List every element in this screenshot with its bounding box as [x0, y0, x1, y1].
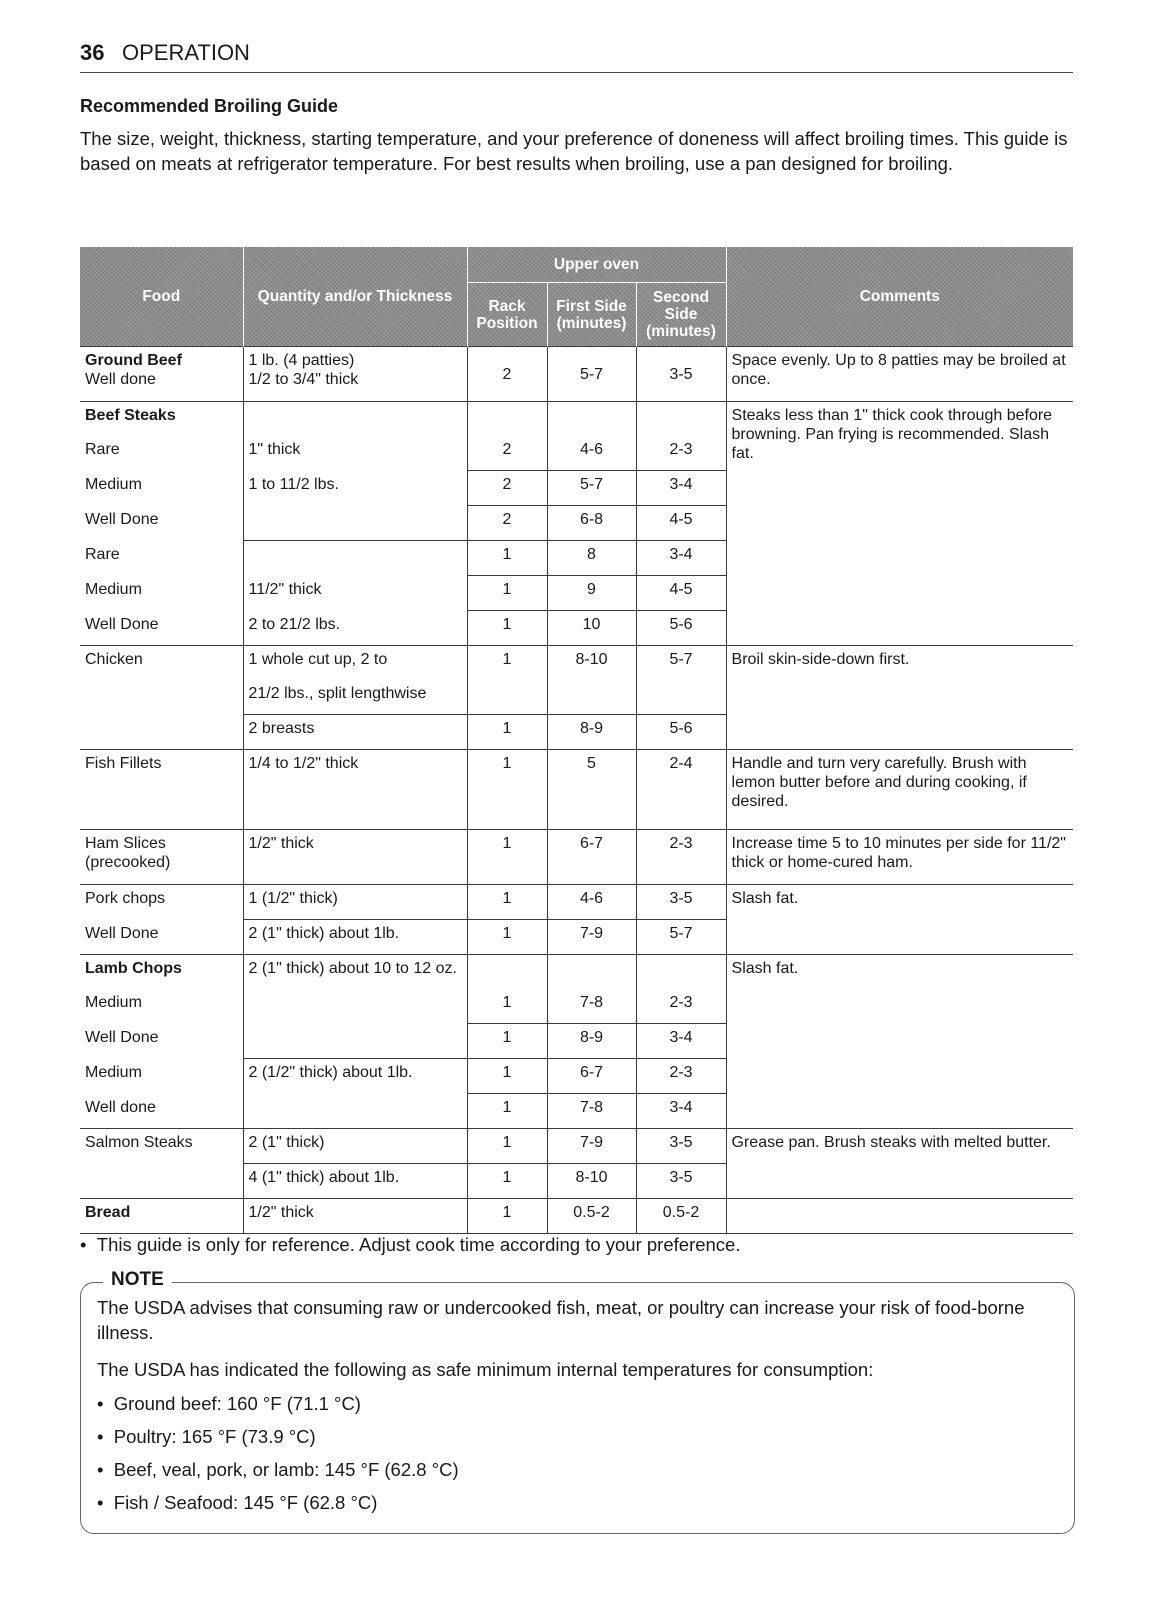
food-cell: Medium: [80, 576, 243, 611]
table-row: [80, 402, 1073, 437]
food-cell: Ham Slices (precooked): [80, 830, 243, 885]
rack-cell: 1: [467, 1164, 547, 1199]
second-side-cell: 3-4: [636, 1094, 726, 1129]
second-side-cell: 3-5: [636, 347, 726, 402]
first-side-cell: 6-7: [547, 830, 636, 885]
rack-cell: 1: [467, 1129, 547, 1164]
table-row: [80, 830, 1073, 885]
first-side-cell: 6-7: [547, 1059, 636, 1094]
rack-cell: 1: [467, 1094, 547, 1129]
first-side-cell: 0.5-2: [547, 1199, 636, 1234]
first-side-cell: 5-7: [547, 471, 636, 506]
food-cell: Medium: [80, 989, 243, 1024]
comment-cell: Steaks less than 1" thick cook through before browning. Pan frying is recommended. Slash fat.: [726, 402, 1073, 646]
header-second-side: Second Side (minutes): [636, 283, 726, 347]
bullet-dot: •: [80, 1234, 97, 1255]
list-item-text: Beef, veal, pork, or lamb: 145 °F (62.8 °C): [113, 1459, 459, 1480]
note-list-item: • Poultry: 165 °F (73.9 °C): [97, 1426, 316, 1447]
comment-cell: Handle and turn very carefully. Brush with lemon butter before and during cooking, if desired.: [726, 750, 1073, 830]
list-item-text: Fish / Seafood: 145 °F (62.8 °C): [113, 1492, 378, 1513]
quantity-cell: 11/2" thick: [243, 576, 467, 611]
rack-cell: 2: [467, 506, 547, 541]
quantity-cell: 1 whole cut up, 2 to: [243, 646, 467, 681]
quantity-cell: 2 (1" thick) about 1lb.: [243, 920, 467, 955]
food-cell: Chicken: [80, 646, 243, 750]
rack-cell: 1: [467, 750, 547, 830]
quantity-cell: 2 to 21/2 lbs.: [243, 611, 467, 646]
bullet-text: This guide is only for reference. Adjust cook time according to your preference.: [96, 1234, 741, 1255]
broiling-guide-table: [80, 247, 1073, 1234]
rack-cell: 1: [467, 885, 547, 920]
rack-cell: 1: [467, 830, 547, 885]
quantity-cell: 21/2 lbs., split lengthwise: [243, 680, 467, 715]
first-side-cell: 7-9: [547, 1129, 636, 1164]
food-cell: Well Done: [80, 611, 243, 646]
header-rack: Rack Position: [467, 283, 547, 347]
second-side-cell: 3-4: [636, 471, 726, 506]
note-box: [80, 1269, 1075, 1534]
second-side-cell: 5-7: [636, 920, 726, 955]
second-side-cell: 2-3: [636, 1059, 726, 1094]
intro-paragraph: The size, weight, thickness, starting temperature, and your preference of doneness will affect broiling times. This guide is based on meats at refrigerator temperature. For best results when broiling, use a pan designed for broiling.: [80, 128, 1068, 174]
first-side-cell: 4-6: [547, 885, 636, 920]
first-side-cell: 5-7: [547, 347, 636, 402]
quantity-cell: 2 (1/2" thick) about 1lb.: [243, 1059, 467, 1094]
note-paragraph: The USDA has indicated the following as safe minimum internal temperatures for consumption:: [97, 1359, 874, 1380]
comment-cell: Broil skin-side-down first.: [726, 646, 1073, 750]
second-side-cell: 4-5: [636, 506, 726, 541]
second-side-cell: 2-3: [636, 830, 726, 885]
food-cell: Fish Fillets: [80, 750, 243, 830]
rack-cell: 1: [467, 1024, 547, 1059]
rack-cell: 1: [467, 541, 547, 576]
quantity-cell: 1 lb. (4 patties): [248, 352, 355, 369]
food-sub-cell: Well done: [85, 371, 156, 388]
table-row: [80, 750, 1073, 830]
second-side-cell: 3-5: [636, 1129, 726, 1164]
second-side-cell: 2-3: [636, 436, 726, 471]
rack-cell: 2: [467, 436, 547, 471]
note-label: NOTE: [103, 1269, 172, 1291]
rack-cell: 2: [467, 347, 547, 402]
rack-cell: 1: [467, 1059, 547, 1094]
first-side-cell: 4-6: [547, 436, 636, 471]
food-cell: Medium: [80, 471, 243, 506]
quantity-cell: 2 breasts: [243, 715, 467, 750]
food-cell: Rare: [80, 541, 243, 576]
rack-cell: 2: [467, 471, 547, 506]
food-cell: Well Done: [80, 506, 243, 541]
table-row: [80, 885, 1073, 920]
second-side-cell: 5-6: [636, 715, 726, 750]
first-side-cell: 5: [547, 750, 636, 830]
table-row: [80, 347, 1073, 402]
food-cell: Ground Beef: [85, 352, 182, 369]
first-side-cell: 10: [547, 611, 636, 646]
rack-cell: 1: [467, 1199, 547, 1234]
second-side-cell: 0.5-2: [636, 1199, 726, 1234]
rack-cell: 1: [467, 920, 547, 955]
rack-cell: 1: [467, 646, 547, 681]
page-number: 36: [80, 40, 105, 65]
first-side-cell: 7-8: [547, 989, 636, 1024]
rack-cell: 1: [467, 576, 547, 611]
second-side-cell: 5-6: [636, 611, 726, 646]
second-side-cell: 3-5: [636, 885, 726, 920]
header-quantity: Quantity and/or Thickness: [243, 247, 467, 347]
second-side-cell: 4-5: [636, 576, 726, 611]
quantity-cell: 2 (1" thick): [243, 1129, 467, 1164]
food-cell: Lamb Chops: [80, 955, 243, 990]
food-cell: Bread: [80, 1199, 243, 1234]
second-side-cell: 3-4: [636, 541, 726, 576]
comment-cell: Increase time 5 to 10 minutes per side for 11/2" thick or home-cured ham.: [726, 830, 1073, 885]
second-side-cell: 3-4: [636, 1024, 726, 1059]
first-side-cell: 8-10: [547, 1164, 636, 1199]
comment-cell: Slash fat.: [726, 955, 1073, 1129]
rack-cell: 1: [467, 989, 547, 1024]
quantity-cell: 1/4 to 1/2" thick: [243, 750, 467, 830]
food-cell: Well Done: [80, 920, 243, 955]
table-row: [80, 955, 1073, 990]
note-list-item: • Beef, veal, pork, or lamb: 145 °F (62.8 °C): [97, 1459, 459, 1480]
note-list-item: • Fish / Seafood: 145 °F (62.8 °C): [97, 1492, 378, 1513]
first-side-cell: 6-8: [547, 506, 636, 541]
second-side-cell: 5-7: [636, 646, 726, 681]
comment-cell: Space evenly. Up to 8 patties may be broiled at once.: [726, 347, 1073, 402]
comment-cell: Slash fat.: [726, 885, 1073, 955]
table-row: [80, 1199, 1073, 1234]
first-side-cell: 8: [547, 541, 636, 576]
quantity-cell: 1 to 11/2 lbs.: [243, 471, 467, 506]
first-side-cell: 7-9: [547, 920, 636, 955]
food-cell: Pork chops: [80, 885, 243, 920]
table-row: [80, 1129, 1073, 1164]
food-cell: Salmon Steaks: [80, 1129, 243, 1199]
list-item-text: Ground beef: 160 °F (71.1 °C): [113, 1393, 361, 1414]
first-side-cell: 8-10: [547, 646, 636, 681]
first-side-cell: 7-8: [547, 1094, 636, 1129]
food-cell: Rare: [80, 436, 243, 471]
quantity-cell: 1/2" thick: [243, 1199, 467, 1234]
comment-cell: Grease pan. Brush steaks with melted butter.: [726, 1129, 1073, 1199]
header-upper-oven: Upper oven: [467, 247, 726, 283]
rack-cell: 1: [467, 611, 547, 646]
quantity-cell: 1" thick: [243, 436, 467, 471]
page-header: [80, 38, 1073, 73]
second-side-cell: 2-4: [636, 750, 726, 830]
quantity-cell: 1/2" thick: [243, 830, 467, 885]
note-list-item: • Ground beef: 160 °F (71.1 °C): [97, 1393, 361, 1414]
rack-cell: 1: [467, 715, 547, 750]
food-cell: Well Done: [80, 1024, 243, 1059]
list-item-text: Poultry: 165 °F (73.9 °C): [113, 1426, 316, 1447]
note-paragraph: The USDA advises that consuming raw or undercooked fish, meat, or poultry can increase your risk of food-borne illness.: [97, 1297, 1025, 1343]
quantity-cell: 1 (1/2" thick): [243, 885, 467, 920]
quantity-cell: 2 (1" thick) about 10 to 12 oz.: [243, 955, 467, 1059]
second-side-cell: 3-5: [636, 1164, 726, 1199]
reference-bullet: [80, 1234, 740, 1256]
food-cell: Beef Steaks: [80, 402, 243, 437]
food-cell: Well done: [80, 1094, 243, 1129]
first-side-cell: 8-9: [547, 715, 636, 750]
header-first-side: First Side (minutes): [547, 283, 636, 347]
quantity-cell: 1/2 to 3/4" thick: [248, 371, 359, 388]
second-side-cell: 2-3: [636, 989, 726, 1024]
header-food: Food: [80, 247, 243, 347]
quantity-cell: 4 (1" thick) about 1lb.: [243, 1164, 467, 1199]
section-title: OPERATION: [122, 40, 250, 65]
header-comments: Comments: [726, 247, 1073, 347]
first-side-cell: 8-9: [547, 1024, 636, 1059]
table-row: [80, 646, 1073, 681]
page-title: Recommended Broiling Guide: [80, 96, 339, 116]
first-side-cell: 9: [547, 576, 636, 611]
food-cell: Medium: [80, 1059, 243, 1094]
